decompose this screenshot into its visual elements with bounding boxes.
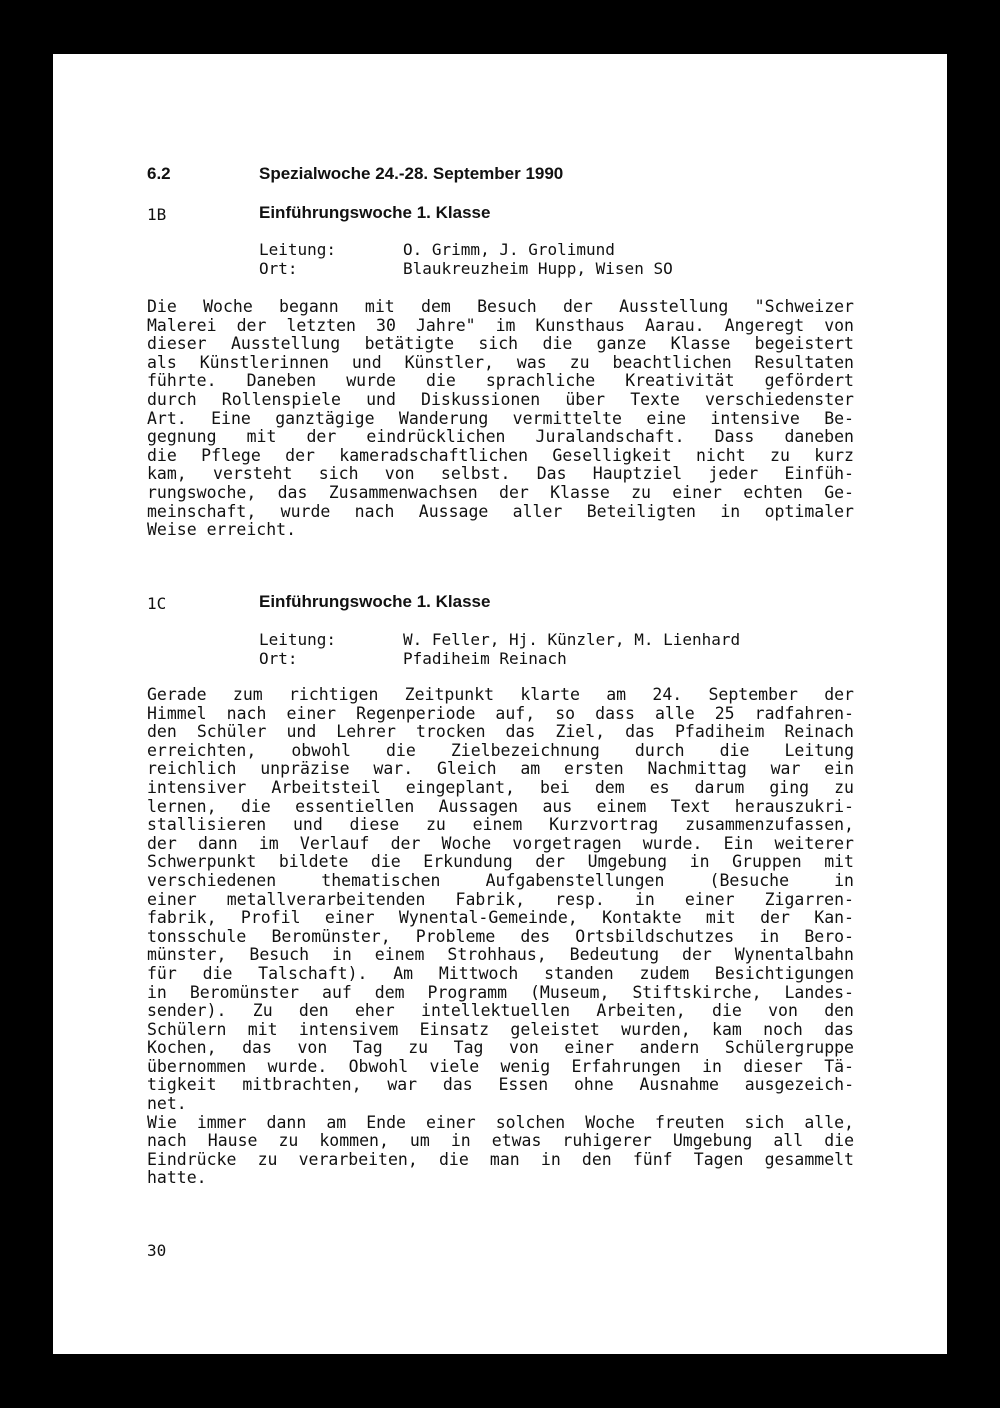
text-line: kam, versteht sich von selbst. Das Hauptziel jeder Einfüh- <box>147 465 854 484</box>
text-line: führte. Daneben wurde die sprachliche Kreativität gefördert <box>147 372 854 391</box>
page-number: 30 <box>147 1241 167 1260</box>
paragraph-1c <box>147 686 854 1188</box>
text-line: intensiver Arbeitsteil eingeplant, bei dem es darum ging zu <box>147 778 854 797</box>
text-line: erreichten, obwohl die Zielbezeichnung durch die Leitung <box>147 741 854 760</box>
text-line: den Schüler und Lehrer trocken das Ziel, das Pfadiheim Reinach <box>147 723 854 742</box>
text-line: reichlich unpräzise war. Gleich am ersten Nachmittag war ein <box>147 760 854 779</box>
leitung-label-1c: Leitung: <box>259 630 337 649</box>
text-line: tigkeit mitbrachten, war das Essen ohne Ausnahme ausgezeich- <box>147 1076 854 1095</box>
ort-label-1b: Ort: <box>259 259 298 278</box>
text-line: nach Hause zu kommen, um in etwas ruhigerer Umgebung all die <box>147 1132 854 1151</box>
text-line: tonsschule Beromünster, Probleme des Ortsbildschutzes in Bero- <box>147 927 854 946</box>
text-line: Kochen, das von Tag zu Tag von einer andern Schülergruppe <box>147 1039 854 1058</box>
text-line: münster, Besuch in einem Strohhaus, Bedeutung der Wynentalbahn <box>147 946 854 965</box>
class-code-1b: 1B <box>147 205 167 224</box>
text-line: übernommen wurde. Obwohl viele wenig Erfahrungen in dieser Tä- <box>147 1057 854 1076</box>
text-line: Art. Eine ganztägige Wanderung vermittelte eine intensive Be- <box>147 409 854 428</box>
section-number: 6.2 <box>147 164 171 183</box>
text-line: Schülern mit intensivem Einsatz geleistet wurden, kam noch das <box>147 1020 854 1039</box>
text-line: der dann im Verlauf der Woche vorgetragen wurde. Ein weiterer <box>147 834 854 853</box>
text-line: Himmel nach einer Regenperiode auf, so dass alle 25 radfahren- <box>147 704 854 723</box>
text-line: Gerade zum richtigen Zeitpunkt klarte am 24. September der <box>147 686 854 704</box>
text-line: Weise erreicht. <box>147 521 297 540</box>
text-line: hatte. <box>147 1169 207 1188</box>
ort-value-1c: Pfadiheim Reinach <box>403 649 567 668</box>
text-line: dieser Ausstellung betätigte sich die ganze Klasse begeistert <box>147 335 854 354</box>
text-line: Schwerpunkt bildete die Erkundung der Umgebung in Gruppen mit <box>147 853 854 872</box>
text-line: Eindrücke zu verarbeiten, die man in den fünf Tagen gesammelt <box>147 1150 854 1169</box>
text-line: stallisieren und diese zu einem Kurzvortrag zusammenzufassen, <box>147 816 854 835</box>
text-line: einer metallverarbeitenden Fabrik, resp. in einer Zigarren- <box>147 890 854 909</box>
document-page <box>53 54 947 1354</box>
leitung-label-1b: Leitung: <box>259 240 337 259</box>
text-line: Die Woche begann mit dem Besuch der Ausstellung "Schweizer <box>147 298 854 316</box>
text-line: verschiedenen thematischen Aufgabenstellungen (Besuche in <box>147 871 854 890</box>
text-line: rungswoche, das Zusammenwachsen der Klasse zu einer echten Ge- <box>147 483 854 502</box>
text-line: die Pflege der kameradschaftlichen Geselligkeit nicht zu kurz <box>147 446 854 465</box>
text-line: lernen, die essentiellen Aussagen aus einem Text herauszukri- <box>147 797 854 816</box>
class-title-1b: Einführungswoche 1. Klasse <box>259 203 491 222</box>
ort-label-1c: Ort: <box>259 649 298 668</box>
text-line: meinschaft, wurde nach Aussage aller Beteiligten in optimaler <box>147 502 854 521</box>
text-line: in Beromünster auf dem Programm (Museum, Stiftskirche, Landes- <box>147 983 854 1002</box>
leitung-value-1c: W. Feller, Hj. Künzler, M. Lienhard <box>403 630 741 649</box>
text-line: als Künstlerinnen und Künstler, was zu beachtlichen Resultaten <box>147 353 854 372</box>
paragraph-1b <box>147 298 854 540</box>
text-line: Malerei der letzten 30 Jahre" im Kunsthaus Aarau. Angeregt von <box>147 316 854 335</box>
text-line: Wie immer dann am Ende einer solchen Woche freuten sich alle, <box>147 1113 854 1132</box>
text-line: net. <box>147 1095 187 1114</box>
ort-value-1b: Blaukreuzheim Hupp, Wisen SO <box>403 259 673 278</box>
text-line: für die Talschaft). Am Mittwoch standen zudem Besichtigungen <box>147 964 854 983</box>
text-line: gegnung mit der eindrücklichen Juralandschaft. Dass daneben <box>147 428 854 447</box>
text-line: durch Rollenspiele und Diskussionen über Texte verschiedenster <box>147 390 854 409</box>
section-title: Spezialwoche 24.-28. September 1990 <box>259 164 564 183</box>
text-line: sender). Zu den eher intellektuellen Arbeiten, die von den <box>147 1002 854 1021</box>
leitung-value-1b: O. Grimm, J. Grolimund <box>403 240 615 259</box>
class-code-1c: 1C <box>147 594 167 613</box>
class-title-1c: Einführungswoche 1. Klasse <box>259 592 491 611</box>
text-line: fabrik, Profil einer Wynental-Gemeinde, Kontakte mit der Kan- <box>147 909 854 928</box>
